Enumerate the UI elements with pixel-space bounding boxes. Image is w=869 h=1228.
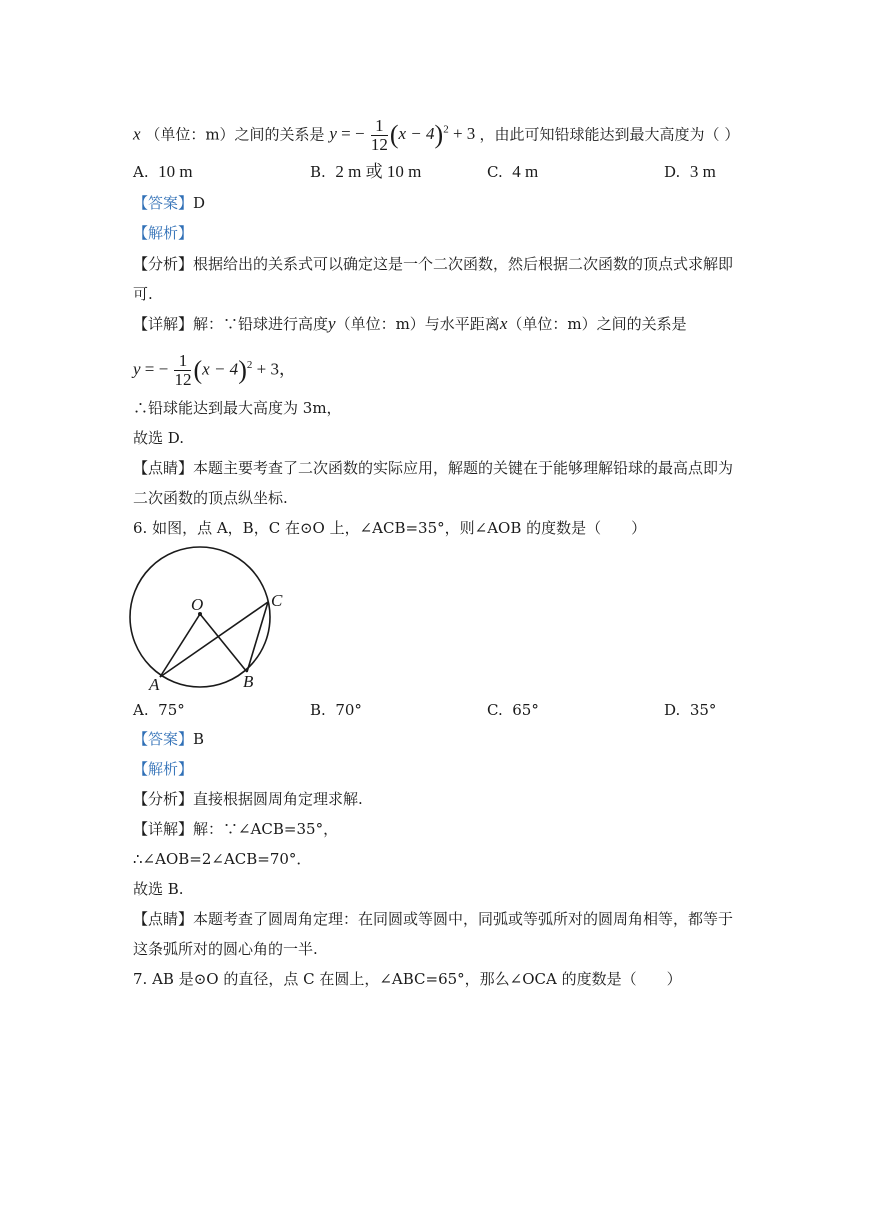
formula-tail: + 3 bbox=[452, 124, 476, 144]
var-x: x bbox=[133, 124, 141, 144]
q5-step-1: ∴铅球能达到最大高度为 3m， bbox=[133, 399, 342, 417]
q6-option-b: B. 70° bbox=[310, 701, 362, 719]
q5-stem-pre: （单位：m）之间的关系是 bbox=[145, 125, 325, 144]
q6-fenxi: 【分析】直接根据圆周角定理求解. bbox=[133, 790, 363, 808]
segment-bc bbox=[247, 602, 268, 672]
q6-step-2: 故选 B. bbox=[133, 880, 184, 898]
q5-option-a: A. 10 m bbox=[133, 162, 193, 181]
segment-oa bbox=[160, 614, 200, 677]
q5-option-c: C. 4 m bbox=[487, 162, 539, 181]
label-c: C bbox=[271, 591, 283, 610]
q6-step-1: ∴∠AOB=2∠ACB=70°． bbox=[133, 850, 312, 868]
q5-dianjing-cont: 二次函数的顶点纵坐标. bbox=[133, 489, 288, 507]
q6-option-d: D. 35° bbox=[664, 701, 717, 719]
fraction-num: 1 bbox=[371, 117, 388, 136]
label-b: B bbox=[243, 672, 254, 691]
segment-ac bbox=[160, 602, 268, 677]
segment-ob bbox=[200, 614, 247, 672]
q5-fenxi: 【分析】根据给出的关系式可以确定这是一个二次函数，然后根据二次函数的顶点式求解即 bbox=[133, 255, 734, 273]
q5-stem bbox=[133, 117, 739, 154]
label-a: A bbox=[149, 675, 160, 692]
formula-fraction bbox=[371, 117, 388, 154]
q6-circle-figure bbox=[125, 542, 295, 692]
q5-analysis-tag: 【解析】 bbox=[133, 224, 194, 242]
q5-xiangjie: 【详解】解：∵铅球进行高度y（单位：m）与水平距离x（单位：m）之间的关系是 bbox=[133, 314, 687, 333]
q6-option-a: A. 75° bbox=[133, 701, 185, 719]
q5-stem-post: ，由此可知铅球能达到最大高度为（ ） bbox=[479, 125, 740, 144]
q5-option-b: B. 2 m 或 10 m bbox=[310, 162, 422, 181]
q6-analysis-tag: 【解析】 bbox=[133, 760, 194, 778]
q5-formula-display: y = − $\frac{1}{12}$ $(x - 4)^2 + 3$， bbox=[133, 351, 296, 389]
formula-inner: x − 4 bbox=[398, 124, 435, 144]
q6-option-c: C. 65° bbox=[487, 701, 539, 719]
q5-fenxi-cont: 可. bbox=[133, 285, 153, 303]
q5-step-2: 故选 D. bbox=[133, 429, 185, 447]
q5-answer: 【答案】D bbox=[133, 194, 206, 212]
q5-dianjing: 【点睛】本题主要考查了二次函数的实际应用，解题的关键在于能够理解铅球的最高点即为 bbox=[133, 459, 734, 477]
formula-lhs: y bbox=[329, 124, 337, 144]
q5-option-d: D. 3 m bbox=[664, 162, 716, 181]
q6-xiangjie: 【详解】解：∵∠ACB=35°， bbox=[133, 820, 339, 838]
formula-exp: 2 bbox=[443, 123, 449, 136]
q6-dianjing-cont: 这条弧所对的圆心角的一半. bbox=[133, 940, 318, 958]
label-o: O bbox=[191, 595, 204, 614]
q7-stem: 7. AB 是⊙O 的直径，点 C 在圆上，∠ABC=65°，那么∠OCA 的度数是（ ） bbox=[133, 970, 682, 988]
q6-stem: 6. 如图，点 A，B，C 在⊙O 上，∠ACB=35°，则∠AOB 的度数是（ ） bbox=[133, 519, 647, 537]
q6-answer: 【答案】B bbox=[133, 730, 205, 748]
fraction-den: 12 bbox=[370, 135, 388, 154]
formula-eq: = − bbox=[341, 124, 365, 144]
q5-formula: y = − $\frac{1}{12}$ $(x - 4)^2 + 3$ bbox=[329, 116, 476, 154]
q6-dianjing: 【点睛】本题考查了圆周角定理：在同圆或等圆中，同弧或等弧所对的圆周角相等，都等于 bbox=[133, 910, 734, 928]
